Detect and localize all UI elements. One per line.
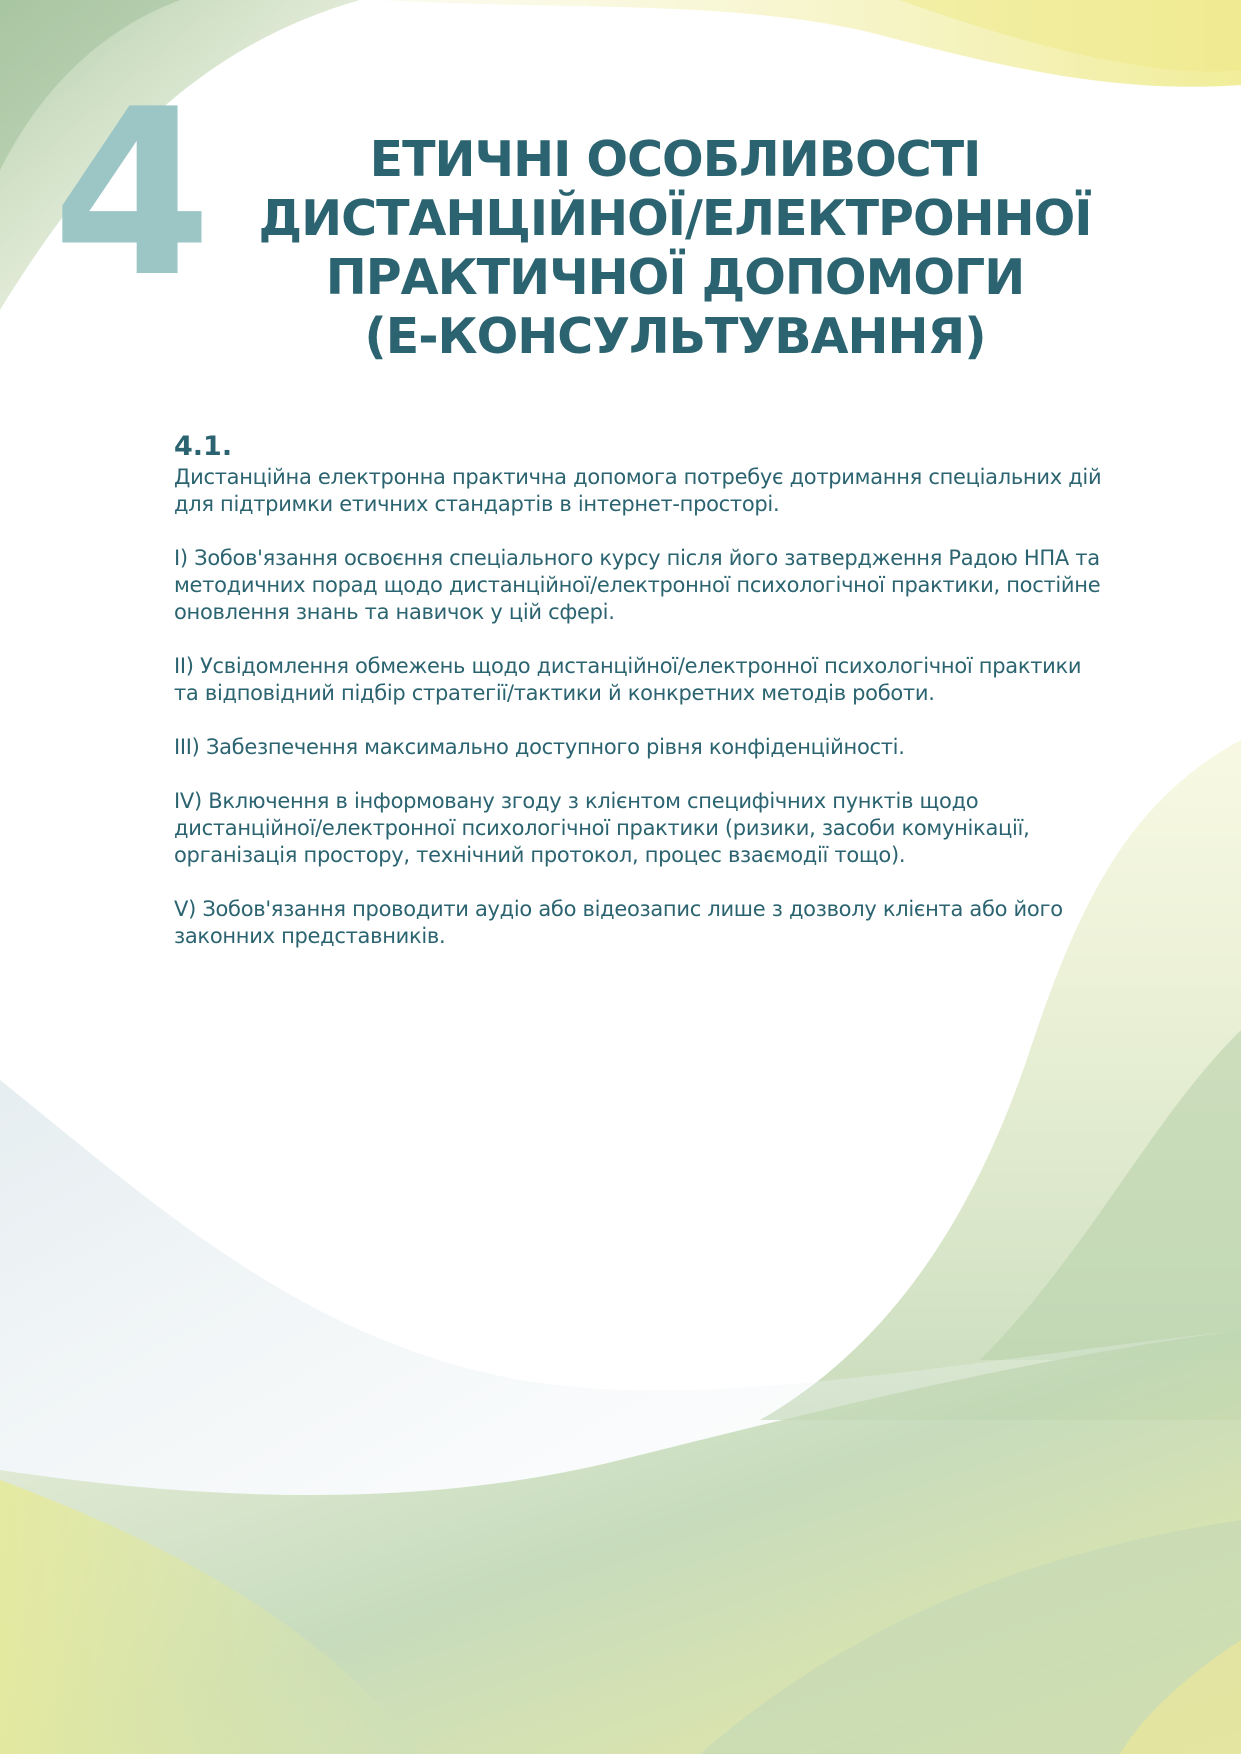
- section-intro: Дистанційна електронна практична допомога потребує дотримання спеціальних дій для підтримки етичних стандартів в інтернет-просторі.: [174, 465, 1102, 516]
- chapter-title-line: ДИСТАНЦІЙНОЇ/ЕЛЕКТРОННОЇ: [258, 190, 1092, 247]
- chapter-title-line: (Е-КОНСУЛЬТУВАННЯ): [364, 308, 986, 365]
- list-item: III) Забезпечення максимально доступного рівня конфіденційності.: [174, 735, 905, 759]
- chapter-title: [240, 130, 1110, 366]
- section-content: [174, 430, 1104, 977]
- chapter-title-line: ПРАКТИЧНОЇ ДОПОМОГИ: [325, 249, 1025, 306]
- chapter-title-line: ЕТИЧНІ ОСОБЛИВОСТІ: [369, 131, 981, 188]
- chapter-number: 4: [52, 61, 207, 328]
- list-item: IV) Включення в інформовану згоду з клієнтом специфічних пунктів щодо дистанційної/електронної психологічної практики (ризики, засоби комунікації, організація простору, технічний протокол, процес взаємодії тощо).: [174, 789, 1030, 867]
- section-number: 4.1.: [174, 431, 233, 462]
- list-item: II) Усвідомлення обмежень щодо дистанційної/електронної психологічної практики та відповідний підбір стратегії/тактики й конкретних методів роботи.: [174, 654, 1082, 705]
- list-item: I) Зобов'язання освоєння спеціального курсу після його затвердження Радою НПА та методичних порад щодо дистанційної/електронної психологічної практики, постійне оновлення знань та навичок у цій сфері.: [174, 546, 1101, 624]
- list-item: V) Зобов'язання проводити аудіо або відеозапис лише з дозволу клієнта або його законних представників.: [174, 897, 1063, 948]
